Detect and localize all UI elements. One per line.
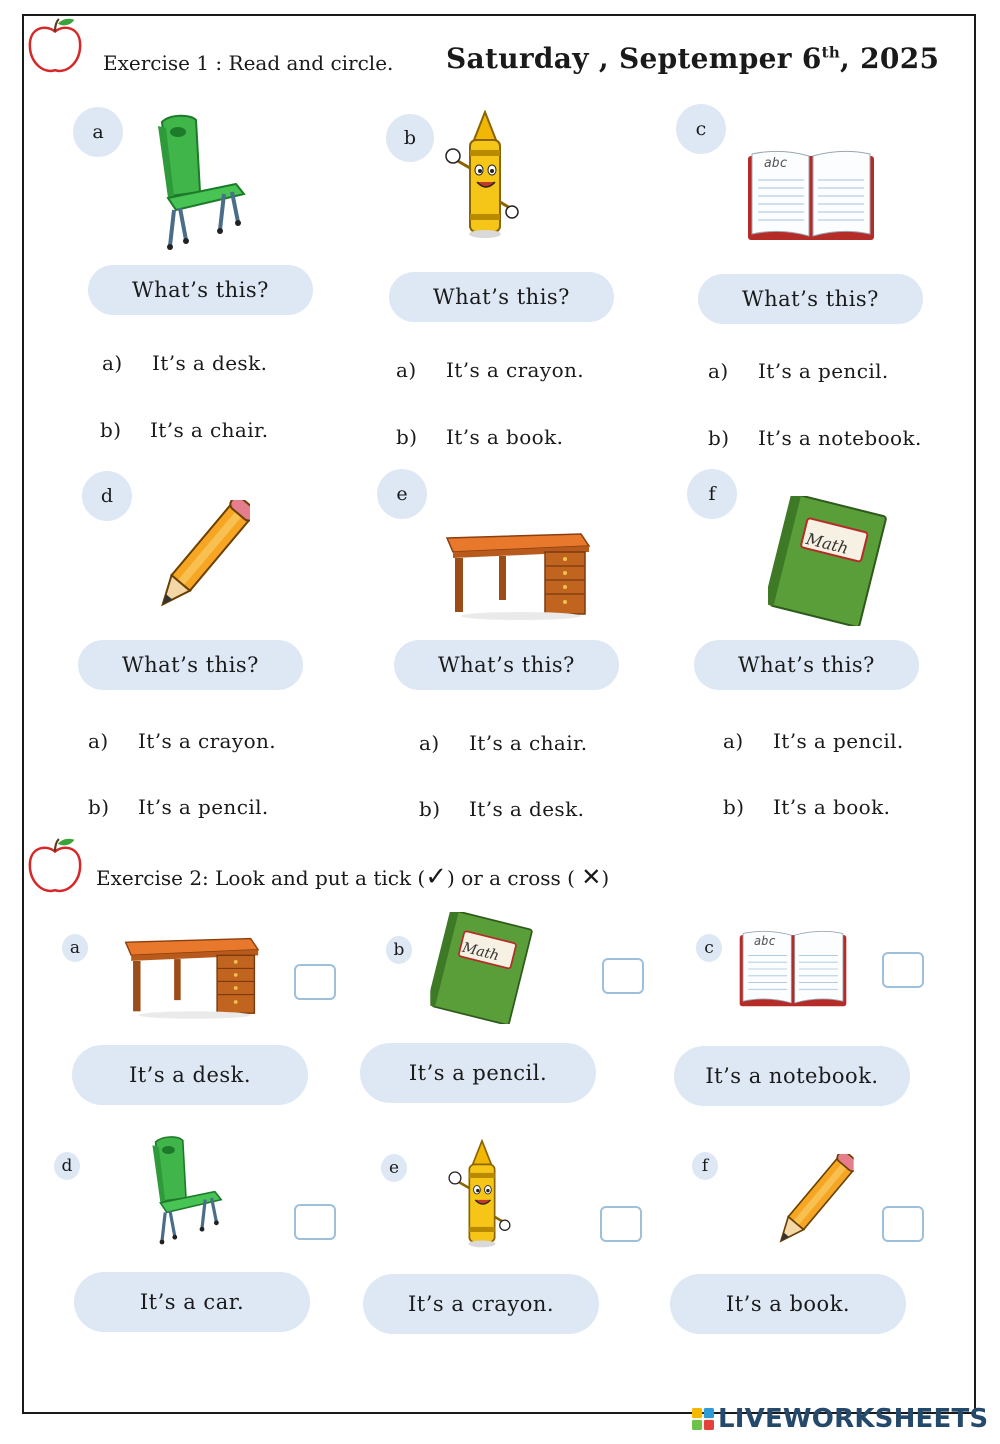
- notebook-label: Math: [804, 529, 851, 558]
- answer-option-b[interactable]: b) It’s a chair.: [100, 418, 269, 442]
- answer-option-a[interactable]: a) It’s a pencil.: [708, 359, 889, 383]
- sentence-pill: It’s a car.: [74, 1272, 310, 1332]
- exercise-1-title: Exercise 1 : Read and circle.: [103, 51, 394, 75]
- open-book-picture: [738, 928, 848, 1010]
- answer-checkbox[interactable]: [882, 952, 924, 988]
- answer-option-a[interactable]: a) It’s a crayon.: [88, 729, 277, 753]
- sentence-pill: It’s a pencil.: [360, 1043, 596, 1103]
- math-notebook-picture: [768, 496, 888, 626]
- question-pill: What’s this?: [694, 640, 919, 690]
- answer-checkbox[interactable]: [294, 1204, 336, 1240]
- item-badge: a: [62, 934, 88, 962]
- math-notebook-picture: [430, 912, 534, 1024]
- pencil-picture: [770, 1154, 854, 1254]
- answer-option-b[interactable]: b) It’s a book.: [723, 795, 891, 819]
- logo-text: LIVEWORKSHEETS: [718, 1404, 989, 1434]
- item-badge: f: [687, 469, 737, 519]
- question-pill: What’s this?: [88, 265, 313, 315]
- item-badge: e: [377, 469, 427, 519]
- desk-picture: [441, 524, 591, 620]
- item-badge: b: [386, 114, 434, 162]
- notebook-label: Math: [460, 939, 501, 965]
- question-pill: What’s this?: [389, 272, 614, 322]
- item-badge: c: [676, 104, 726, 154]
- item-badge: b: [386, 936, 412, 964]
- answer-option-b[interactable]: b) It’s a notebook.: [708, 426, 922, 450]
- sentence-pill: It’s a desk.: [72, 1045, 308, 1105]
- sentence-pill: It’s a crayon.: [363, 1274, 599, 1334]
- item-badge: e: [381, 1154, 407, 1182]
- answer-option-b[interactable]: b) It’s a book.: [396, 425, 564, 449]
- sentence-pill: It’s a book.: [670, 1274, 906, 1334]
- liveworksheets-logo[interactable]: [692, 1404, 988, 1434]
- book-label: abc: [754, 934, 776, 948]
- question-pill: What’s this?: [78, 640, 303, 690]
- crayon-picture: [440, 110, 530, 240]
- apple-icon: [26, 16, 84, 78]
- liveworksheets-logo-icon: [692, 1408, 714, 1430]
- item-badge: c: [696, 934, 722, 962]
- item-badge: a: [73, 107, 123, 157]
- question-pill: What’s this?: [394, 640, 619, 690]
- answer-checkbox[interactable]: [600, 1206, 642, 1242]
- book-label: abc: [764, 156, 788, 171]
- answer-option-a[interactable]: a) It’s a pencil.: [723, 729, 904, 753]
- answer-checkbox[interactable]: [882, 1206, 924, 1242]
- answer-option-a[interactable]: a) It’s a chair.: [419, 731, 588, 755]
- tick-icon: ✓: [425, 862, 448, 892]
- worksheet-date: Saturday , Septemper 6th, 2025: [446, 42, 940, 75]
- apple-icon: [26, 836, 84, 898]
- item-badge: f: [692, 1152, 718, 1180]
- answer-option-a[interactable]: a) It’s a desk.: [102, 351, 268, 375]
- cross-icon: ✕: [581, 863, 602, 891]
- chair-picture: [140, 112, 250, 252]
- item-badge: d: [82, 471, 132, 521]
- chair-picture: [138, 1134, 226, 1246]
- crayon-picture: [444, 1138, 520, 1250]
- answer-checkbox[interactable]: [294, 964, 336, 1000]
- pencil-picture: [150, 500, 250, 620]
- sentence-pill: It’s a notebook.: [674, 1046, 910, 1106]
- answer-option-a[interactable]: a) It’s a crayon.: [396, 358, 585, 382]
- item-badge: d: [54, 1152, 80, 1180]
- exercise-2-title: Exercise 2: Look and put a tick (✓) or a cross ( ✕): [96, 862, 610, 892]
- question-pill: What’s this?: [698, 274, 923, 324]
- answer-option-b[interactable]: b) It’s a desk.: [419, 797, 585, 821]
- answer-checkbox[interactable]: [602, 958, 644, 994]
- open-book-picture: [746, 148, 876, 244]
- desk-picture: [120, 928, 260, 1020]
- answer-option-b[interactable]: b) It’s a pencil.: [88, 795, 269, 819]
